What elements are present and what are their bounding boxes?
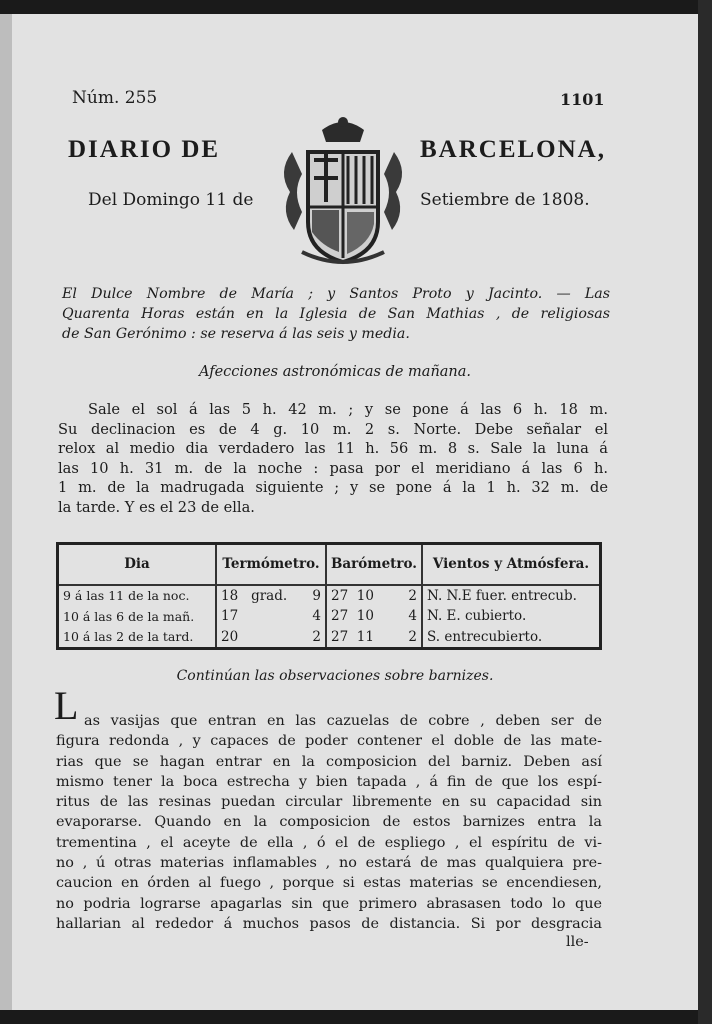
cell-vientos: S. entrecubierto. (422, 627, 601, 649)
baro-inches: 27 (331, 587, 349, 604)
baro-lines: 11 (356, 628, 374, 645)
thermo-degrees: 20 (221, 628, 239, 645)
article-line: caucion en órden al fuego , porque si estas materias se encendiesen, (56, 875, 602, 892)
astro-paragraph (58, 400, 608, 517)
article-body (56, 711, 602, 934)
article-line: evaporarse. Quando en la composicion de estos barnizes entra la (56, 814, 602, 831)
cell-dia: 9 á las 11 de la noc. (63, 588, 190, 604)
table-row (58, 606, 601, 626)
astro-line: relox al medio dia verdadero las 11 h. 56 m. 8 s. Sale la luna á (58, 440, 608, 457)
issue-number: Núm. 255 (72, 88, 158, 108)
weather-observations-table (56, 542, 602, 650)
thermo-unit: grad. (251, 587, 288, 604)
page-edge-shadow (698, 0, 712, 1024)
cell-vientos: N. N.E fuer. entrecub. (422, 585, 601, 606)
masthead-title-left: DIARIO DE (68, 136, 221, 163)
intro-line: de San Gerónimo : se reserva á las seis y media. (62, 326, 410, 342)
baro-inches: 27 (331, 608, 349, 625)
cell-barometro (326, 627, 422, 649)
thermo-fraction: 9 (312, 587, 321, 604)
cell-termometro (216, 627, 326, 649)
baro-points: 2 (408, 587, 417, 604)
page-number: 1101 (560, 90, 605, 109)
astro-line: Su declinacion es de 4 g. 10 m. 2 s. Norte. Debe señalar el (58, 420, 608, 438)
col-header-dia: Dia (58, 544, 217, 585)
table-row (58, 627, 601, 649)
cell-barometro (326, 606, 422, 626)
astro-heading: Afecciones astronómicas de mañana. (198, 364, 472, 380)
col-header-termometro: Termómetro. (216, 544, 326, 585)
article-line: as vasijas que entran en las cazuelas de cobre , deben ser de (84, 713, 602, 729)
baro-points: 2 (408, 628, 417, 645)
baro-inches: 27 (331, 628, 349, 645)
cell-barometro (326, 585, 422, 606)
thermo-fraction: 2 (312, 628, 321, 645)
cell-dia: 10 á las 2 de la tard. (63, 629, 194, 645)
intro-paragraph (62, 284, 610, 344)
masthead-title-right: BARCELONA, (420, 136, 606, 163)
col-header-vientos: Vientos y Atmósfera. (422, 544, 601, 585)
article-line: hallarian al rededor á muchos pasos de distancia. Si por desgracia (56, 915, 602, 932)
article-heading: Continúan las observaciones sobre barnizes. (176, 668, 494, 684)
cell-vientos: N. E. cubierto. (422, 606, 601, 626)
drop-cap: L (54, 683, 79, 728)
astro-line: 1 m. de la madrugada siguiente ; y se pone á la 1 h. 32 m. de (58, 479, 608, 496)
baro-lines: 10 (356, 587, 374, 604)
coat-of-arms-icon (272, 112, 414, 268)
date-left: Del Domingo 11 de (88, 190, 254, 210)
table-row (58, 585, 601, 606)
article-line: ritus de las resinas puedan circular libremente en su capacidad sin (56, 794, 602, 811)
date-right: Setiembre de 1808. (420, 190, 590, 210)
thermo-degrees: 18 (221, 587, 239, 604)
astro-line: las 10 h. 31 m. de la noche : pasa por el meridiano á las 6 h. (58, 459, 608, 477)
cell-dia: 10 á las 6 de la mañ. (63, 608, 195, 624)
cell-termometro (216, 585, 326, 606)
astro-line: la tarde. Y es el 23 de ella. (58, 498, 255, 516)
intro-line: Quarenta Horas están en la Iglesia de San Mathias , de religiosas (62, 306, 610, 322)
article-line: mismo tener la boca estrecha y bien tapada , á fin de que los espí- (56, 773, 602, 790)
article-line: rias que se hagan entrar en la composicion del barniz. Deben así (56, 753, 602, 770)
baro-points: 4 (408, 608, 417, 625)
cell-termometro (216, 606, 326, 626)
thermo-fraction: 4 (312, 608, 321, 625)
intro-line: El Dulce Nombre de María ; y Santos Proto y Jacinto. — Las (62, 286, 610, 302)
article-line: no podria lograrse apagarlas sin que primero abrasasen todo lo que (56, 895, 602, 912)
baro-lines: 10 (356, 608, 374, 625)
article-line: figura redonda , y capaces de poder contener el doble de las mate- (56, 733, 602, 750)
catchword: lle- (566, 934, 589, 950)
thermo-degrees: 17 (221, 608, 239, 625)
table-header-row (58, 544, 601, 585)
article-line: trementina , el aceyte de ella , ó el de espliego , el espíritu de vi- (56, 834, 602, 851)
astro-line: Sale el sol á las 5 h. 42 m. ; y se pone á las 6 h. 18 m. (88, 401, 608, 418)
col-header-barometro: Barómetro. (326, 544, 422, 585)
article-line: no , ú otras materias inflamables , no estará de mas qualquiera pre- (56, 855, 602, 872)
